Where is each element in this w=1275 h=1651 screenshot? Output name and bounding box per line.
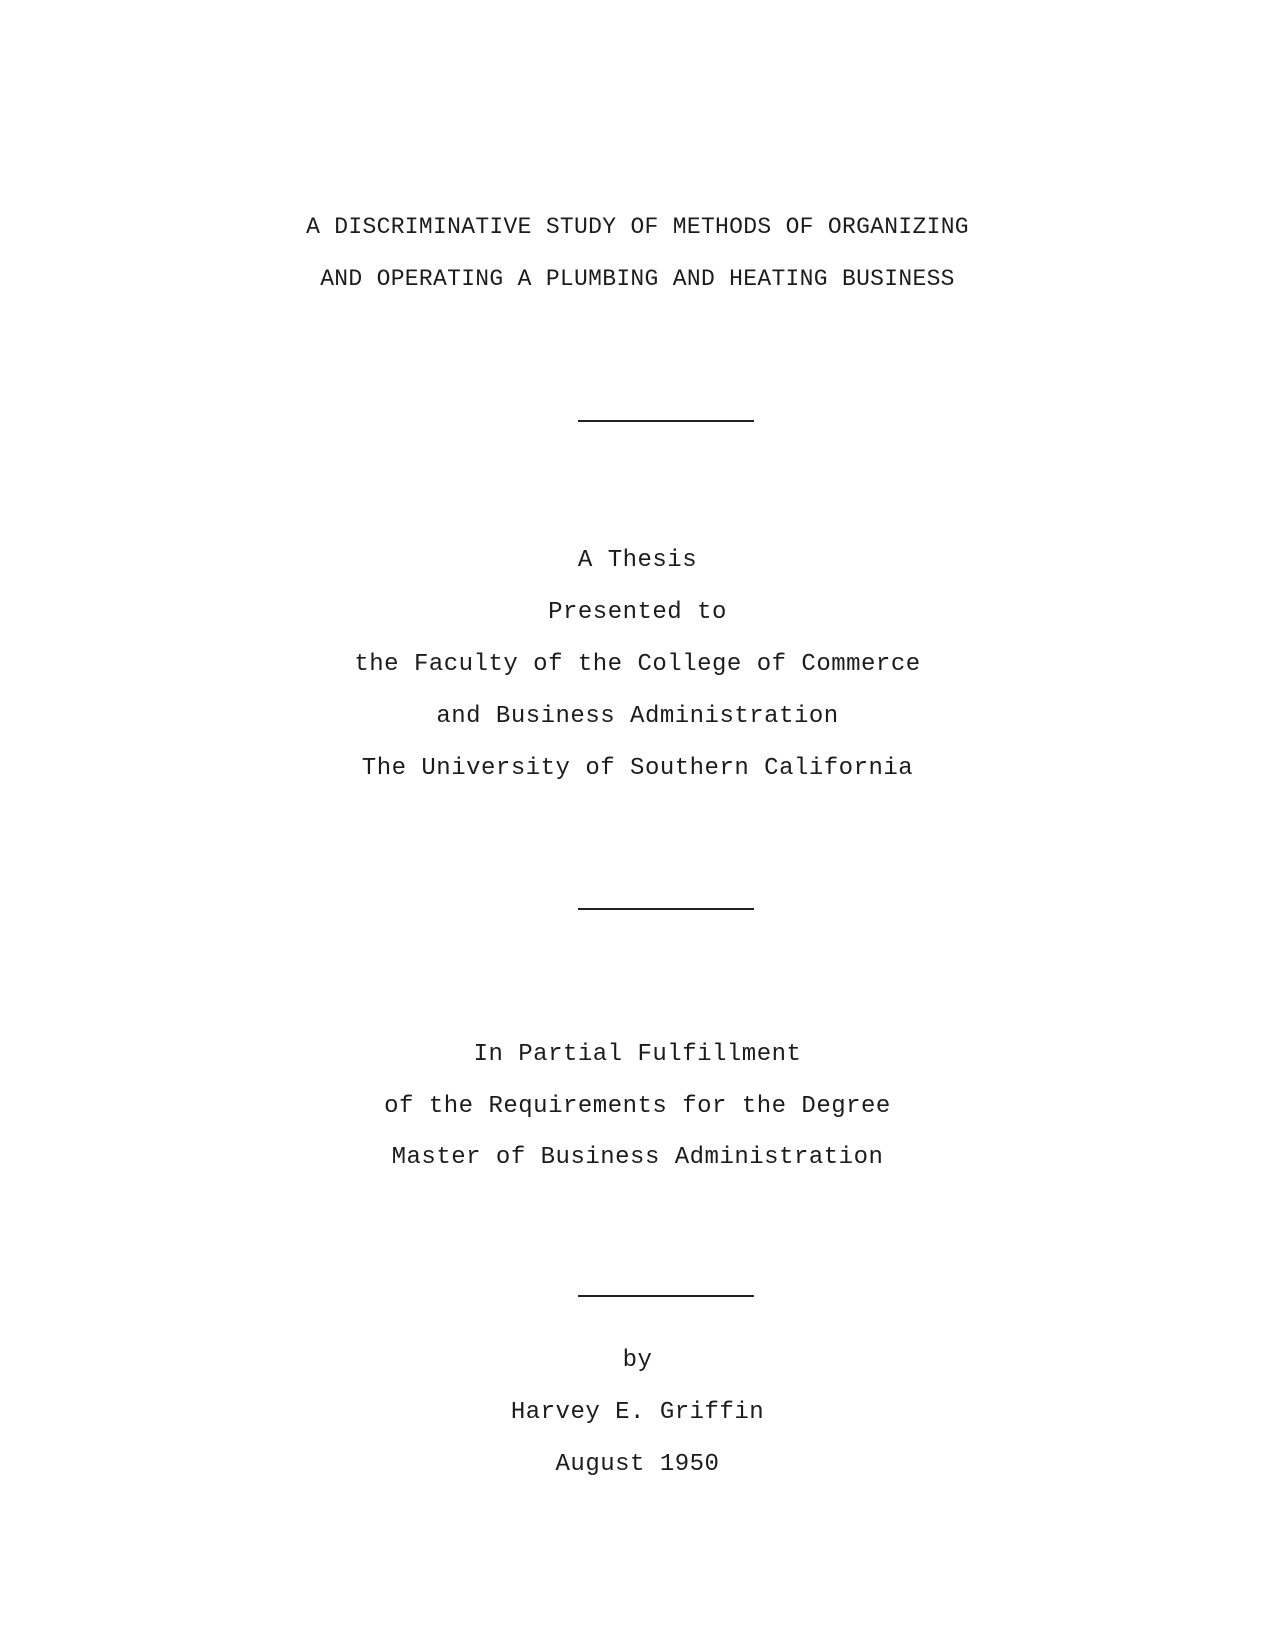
thesis-title-line-1: A DISCRIMINATIVE STUDY OF METHODS OF ORGANIZING — [306, 214, 969, 240]
author-name: Harvey E. Griffin — [510, 1399, 765, 1426]
presentation-line-5: The University of Southern California — [361, 755, 914, 782]
presentation-line-3: the Faculty of the College of Commerce — [354, 651, 921, 678]
section-divider-rule-1 — [578, 420, 754, 422]
presentation-line-2: Presented to — [548, 599, 727, 626]
presentation-line-1: A Thesis — [577, 547, 698, 574]
author-by-label: by — [622, 1347, 653, 1374]
submission-date: August 1950 — [555, 1451, 720, 1478]
section-divider-rule-3 — [578, 1295, 754, 1297]
thesis-title-line-2: AND OPERATING A PLUMBING AND HEATING BUSINESS — [320, 266, 955, 292]
presentation-line-4: and Business Administration — [436, 703, 839, 730]
section-divider-rule-2 — [578, 908, 754, 910]
fulfillment-line-3: Master of Business Administration — [391, 1144, 884, 1171]
fulfillment-line-2: of the Requirements for the Degree — [384, 1093, 891, 1120]
fulfillment-line-1: In Partial Fulfillment — [473, 1041, 802, 1068]
